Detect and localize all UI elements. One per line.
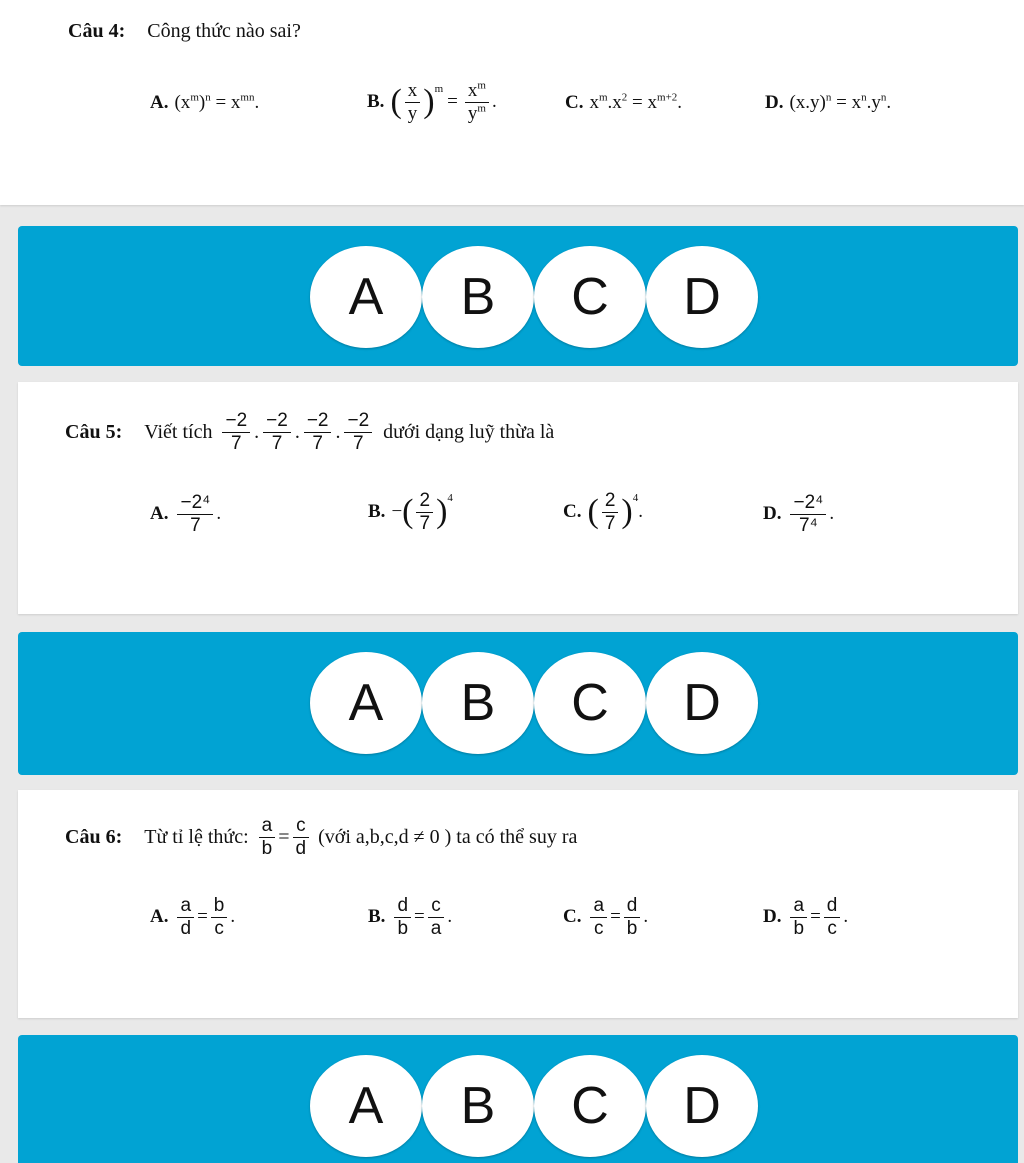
option-a: A. $(x^m)^n = x^{mn}$. (150, 91, 260, 113)
option-expression: $(x.y)^n = x^n.y^n$. (789, 91, 892, 113)
answer-button-b[interactable]: B (422, 652, 534, 754)
option-b: B. ( $\frac{x}{y}$ ) m = $\frac{x^m}{y^m}$ . (367, 79, 497, 124)
answer-button-group (310, 652, 758, 754)
option-expression: $(x^m)^n = x^{mn}$. (174, 91, 260, 113)
fraction: $\frac{a}{d}$ (177, 895, 194, 940)
fraction: $\frac{c}{d}$ (293, 815, 310, 860)
answer-button-group (310, 246, 758, 348)
fraction: $\frac{-2}{7}$ (222, 410, 250, 455)
question-6-title: Câu 6: Từ tỉ lệ thức: $\frac{a}{b}$ = $\frac{c}{d}$ (với a,b,c,d ≠ 0 ) ta có thể suy ra (65, 815, 578, 859)
answer-button-b[interactable]: B (422, 246, 534, 348)
option-d: D. $(x.y)^n = x^n.y^n$. (765, 91, 892, 113)
question-4-title (68, 20, 301, 43)
option-b: B. − ( $\frac{2}{7}$ ) 4 (368, 490, 453, 534)
answer-button-d[interactable]: D (646, 652, 758, 754)
fraction: $\frac{2}{7}$ (602, 490, 619, 535)
option-d: D. $\frac{a}{b}$ = $\frac{d}{c}$ . (763, 895, 849, 939)
fraction: $\frac{\text{−2⁴}}{7}$ (177, 492, 213, 537)
fraction: $\frac{x}{y}$ (405, 80, 421, 125)
answer-button-group (310, 1055, 758, 1157)
fraction: $\frac{a}{b}$ (790, 895, 807, 940)
answer-button-b[interactable]: B (422, 1055, 534, 1157)
fraction: $\frac{-2}{7}$ (344, 410, 372, 455)
answer-button-a[interactable]: A (310, 246, 422, 348)
fraction: $\frac{d}{c}$ (824, 895, 841, 940)
option-c: C. ( $\frac{2}{7}$ ) 4 . (563, 490, 643, 534)
fraction: $\frac{x^m}{y^m}$ (465, 80, 489, 125)
answer-button-a[interactable]: A (310, 652, 422, 754)
option-expression: $x^m.x^2 = x^{m+2}$. (589, 91, 683, 113)
question-5-title: Câu 5: Viết tích $\frac{-2}{7}$ . $\frac{-2}{7}$ . $\frac{-2}{7}$ . $\frac{-2}{7}$ dưới dạng luỹ thừa là (65, 410, 555, 454)
answer-button-c[interactable]: C (534, 652, 646, 754)
fraction: $\frac{-2}{7}$ (263, 410, 291, 455)
option-c: C. $\frac{a}{c}$ = $\frac{d}{b}$ . (563, 895, 649, 939)
answer-band (18, 632, 1018, 775)
question-text: Công thức nào sai? (147, 20, 301, 42)
fraction: $\frac{d}{b}$ (394, 895, 411, 940)
fraction: $\frac{a}{c}$ (590, 895, 607, 940)
fraction: $\frac{\text{−2⁴}}{\text{7⁴}}$ (790, 492, 826, 537)
question-number: Câu 4: (68, 20, 126, 42)
question-5-card (18, 382, 1018, 614)
answer-band (18, 1035, 1018, 1163)
question-6-card (18, 790, 1018, 1018)
option-a: A. $\frac{\text{−2⁴}}{7}$ . (150, 492, 222, 536)
answer-button-d[interactable]: D (646, 1055, 758, 1157)
answer-button-d[interactable]: D (646, 246, 758, 348)
option-c: C. $x^m.x^2 = x^{m+2}$. (565, 91, 683, 113)
fraction: $\frac{d}{b}$ (624, 895, 641, 940)
fraction: $\frac{b}{c}$ (211, 895, 228, 940)
answer-button-a[interactable]: A (310, 1055, 422, 1157)
fraction: $\frac{-2}{7}$ (304, 410, 332, 455)
option-d: D. $\frac{\text{−2⁴}}{\text{7⁴}}$ . (763, 492, 835, 536)
answer-band (18, 226, 1018, 366)
option-a: A. $\frac{a}{d}$ = $\frac{b}{c}$ . (150, 895, 236, 939)
fraction: $\frac{c}{a}$ (428, 895, 445, 940)
option-b: B. $\frac{d}{b}$ = $\frac{c}{a}$ . (368, 895, 453, 939)
fraction: $\frac{2}{7}$ (416, 490, 433, 535)
question-4-card (0, 0, 1024, 205)
fraction: $\frac{a}{b}$ (259, 815, 276, 860)
answer-button-c[interactable]: C (534, 1055, 646, 1157)
answer-button-c[interactable]: C (534, 246, 646, 348)
